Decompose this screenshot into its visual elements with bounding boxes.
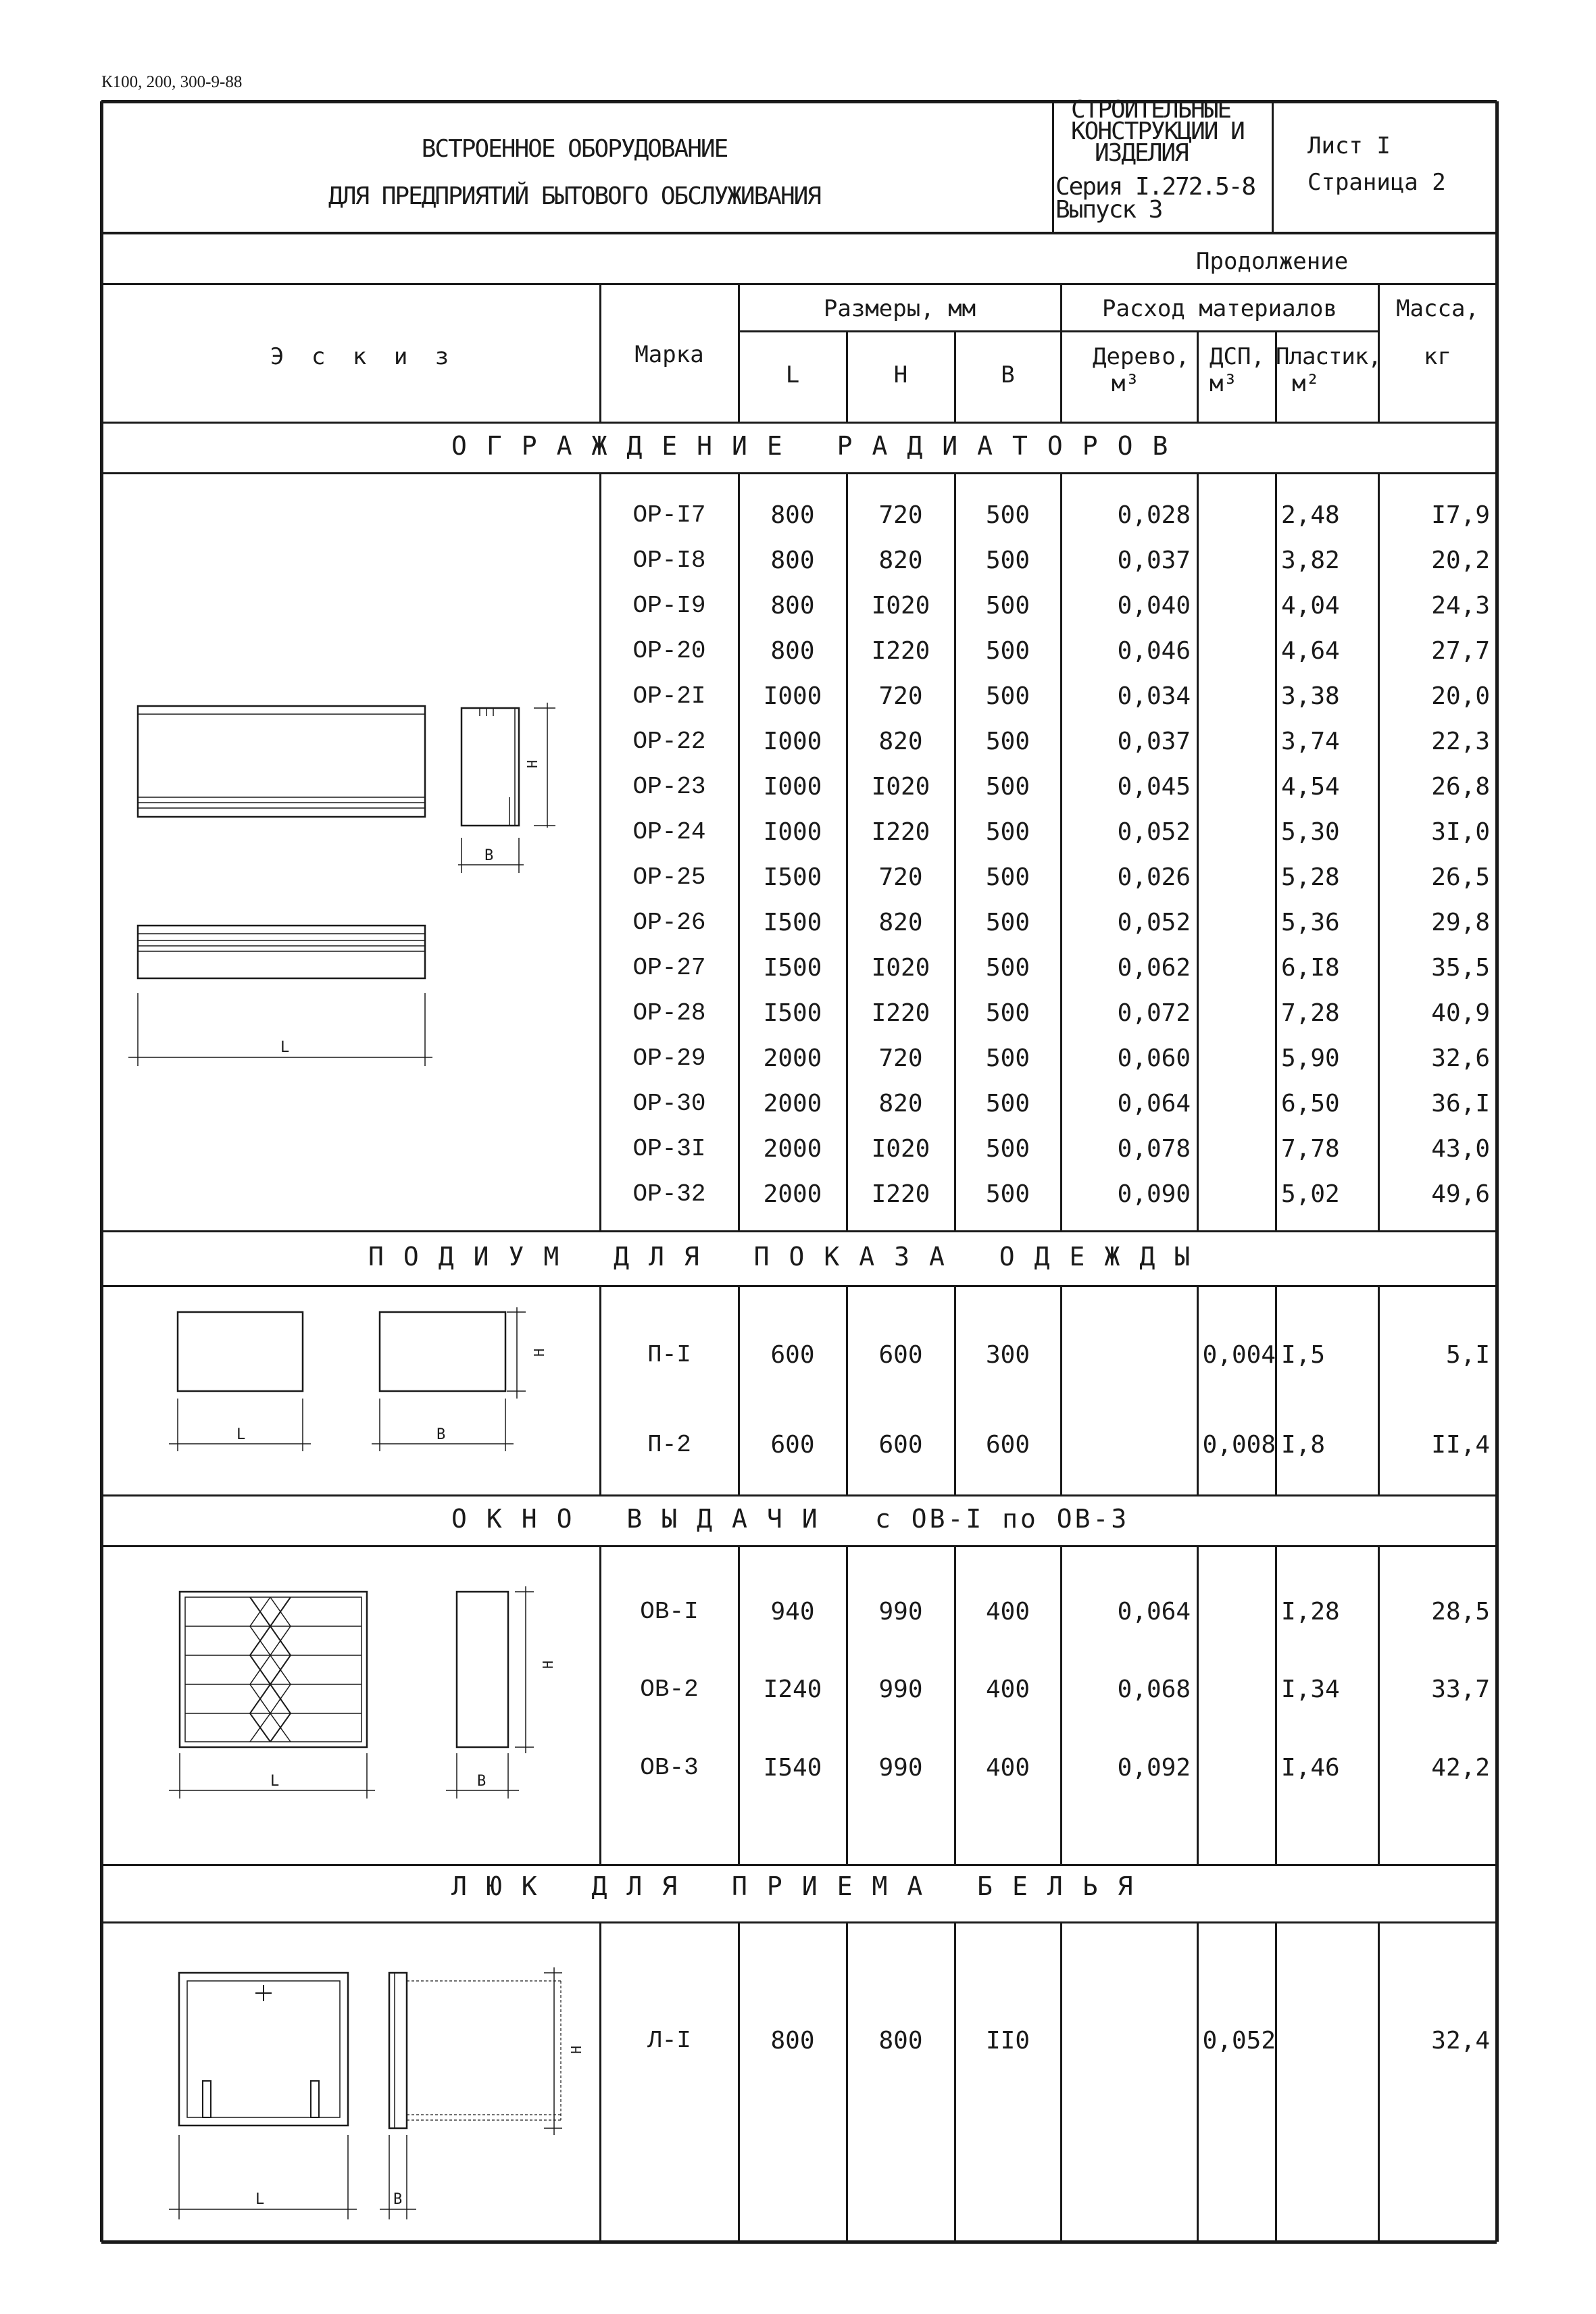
cell-B: 600 <box>985 1431 1030 1459</box>
header-sizes: Размеры, мм <box>823 295 976 322</box>
cell-B: II0 <box>985 2027 1030 2055</box>
cell-mark: ОР-28 <box>632 999 706 1027</box>
section-title-hatch: ЛЮК ДЛЯ ПРИЕМА БЕЛЬЯ <box>451 1871 1153 1901</box>
cell-mass: 20,2 <box>1431 547 1490 574</box>
cell-L: I000 <box>763 818 822 846</box>
cell-B: 500 <box>985 501 1030 529</box>
body-col-rule <box>1197 473 1199 1231</box>
cell-plastic: I,34 <box>1281 1676 1340 1703</box>
cell-mass: 5,I <box>1445 1341 1490 1369</box>
cell-L: 800 <box>770 2027 815 2055</box>
cell-mark: ОР-3I <box>632 1135 706 1163</box>
frame-bottom <box>101 2240 1497 2244</box>
page-number: Страница 2 <box>1307 169 1446 196</box>
section-title-window-range: с ОВ-I по ОВ-3 <box>875 1504 1130 1534</box>
cell-B: 500 <box>985 637 1030 665</box>
cell-H: 600 <box>878 1341 923 1369</box>
section-rule-1 <box>101 1230 1497 1232</box>
hatch-handle-right <box>311 2081 319 2117</box>
stamp-line-3: ИЗДЕЛИЯ <box>1095 139 1188 167</box>
body-col-rule <box>1275 473 1277 1231</box>
cell-wood: 0,040 <box>1117 592 1191 620</box>
cell-plastic: 5,90 <box>1281 1045 1340 1072</box>
cell-plastic: 5,30 <box>1281 818 1340 846</box>
cell-wood: 0,072 <box>1117 999 1191 1027</box>
cell-mass: 20,0 <box>1431 682 1490 710</box>
cell-mass: 27,7 <box>1431 637 1490 665</box>
cell-H: 600 <box>878 1431 923 1459</box>
cell-L: 600 <box>770 1431 815 1459</box>
cell-mark: ОР-23 <box>632 773 706 801</box>
cell-mark: ОР-2I <box>632 682 706 710</box>
body-col-rule <box>1275 1286 1277 1495</box>
cell-plastic: I,5 <box>1281 1341 1326 1369</box>
body-col-rule <box>738 1546 740 1865</box>
header-H: H <box>893 361 908 388</box>
cell-L: 2000 <box>763 1135 822 1163</box>
podium-front-view <box>178 1312 303 1391</box>
cell-plastic: 3,82 <box>1281 547 1340 574</box>
body-col-rule <box>846 1546 848 1865</box>
frame-top <box>101 100 1497 103</box>
cell-mass: 40,9 <box>1431 999 1490 1027</box>
cell-B: 500 <box>985 773 1030 801</box>
cell-B: 500 <box>985 592 1030 620</box>
cell-mark: ОР-22 <box>632 728 706 755</box>
cell-mass: II,4 <box>1431 1431 1490 1459</box>
cell-H: 820 <box>878 1090 923 1117</box>
body-col-rule <box>1378 1922 1380 2242</box>
title-line-2: ДЛЯ ПРЕДПРИЯТИЙ БЫТОВОГО ОБСЛУЖИВАНИЯ <box>328 182 820 210</box>
body-col-rule <box>1378 1546 1380 1865</box>
cell-wood: 0,052 <box>1117 909 1191 936</box>
cell-plastic: 2,48 <box>1281 501 1340 529</box>
cell-B: 500 <box>985 954 1030 982</box>
cell-mark: ОР-24 <box>632 818 706 846</box>
cell-L: 2000 <box>763 1180 822 1208</box>
cell-plastic: 6,I8 <box>1281 954 1340 982</box>
cell-L: I000 <box>763 728 822 755</box>
radiator-dim-B: B <box>484 847 494 864</box>
cell-dsp: 0,004 <box>1202 1341 1276 1369</box>
body-col-rule <box>1275 1546 1277 1865</box>
cell-mark: ОР-25 <box>632 863 706 891</box>
section-rule-5 <box>101 1864 1497 1866</box>
body-col-rule <box>1378 1286 1380 1495</box>
cell-L: I500 <box>763 909 822 936</box>
cell-dsp: 0,008 <box>1202 1431 1276 1459</box>
cell-B: 500 <box>985 682 1030 710</box>
cell-mark: П-2 <box>647 1431 691 1459</box>
cell-L: 800 <box>770 592 815 620</box>
cell-dsp: 0,052 <box>1202 2027 1276 2055</box>
window-dim-L: L <box>270 1773 280 1790</box>
body-col-rule <box>738 1286 740 1495</box>
cell-L: I240 <box>763 1676 822 1703</box>
cell-B: 500 <box>985 547 1030 574</box>
header-wood: Дерево, <box>1093 343 1190 370</box>
header-plastic-unit: м² <box>1292 370 1320 397</box>
stamp-series: Серия I.272.5-8 <box>1055 173 1255 201</box>
body-col-rule <box>954 1546 956 1865</box>
cell-mark: ОР-20 <box>632 637 706 665</box>
cell-mass: 33,7 <box>1431 1676 1490 1703</box>
stamp-line-1: СТРОИТЕЛЬНЫЕ <box>1071 96 1231 124</box>
cell-L: 800 <box>770 501 815 529</box>
cell-plastic: 3,38 <box>1281 682 1340 710</box>
header-materials: Расход материалов <box>1102 295 1337 322</box>
sketch-podium <box>101 1277 600 1493</box>
cell-B: 500 <box>985 999 1030 1027</box>
cell-H: 820 <box>878 547 923 574</box>
cell-mass: 26,8 <box>1431 773 1490 801</box>
cell-plastic: I,46 <box>1281 1754 1340 1782</box>
cell-mass: 28,5 <box>1431 1598 1490 1626</box>
cell-wood: 0,037 <box>1117 728 1191 755</box>
cell-L: I500 <box>763 954 822 982</box>
cell-B: 500 <box>985 1045 1030 1072</box>
cell-H: I220 <box>871 999 930 1027</box>
cell-B: 500 <box>985 728 1030 755</box>
cell-wood: 0,064 <box>1117 1090 1191 1117</box>
section-title-podium: ПОДИУМ ДЛЯ ПОКАЗА ОДЕЖДЫ <box>368 1242 1210 1272</box>
cell-wood: 0,092 <box>1117 1754 1191 1782</box>
cell-L: I540 <box>763 1754 822 1782</box>
cell-wood: 0,026 <box>1117 863 1191 891</box>
cell-mass: 35,5 <box>1431 954 1490 982</box>
body-col-rule <box>1060 1546 1062 1865</box>
cell-L: 600 <box>770 1341 815 1369</box>
podium-dim-L: L <box>236 1426 246 1443</box>
cell-H: I220 <box>871 1180 930 1208</box>
cell-plastic: 3,74 <box>1281 728 1340 755</box>
cell-H: I220 <box>871 637 930 665</box>
cell-mark: ОР-29 <box>632 1045 706 1072</box>
header-mass-unit: кг <box>1424 343 1451 370</box>
cell-mark: ОР-32 <box>632 1180 706 1208</box>
cell-mass: 32,4 <box>1431 2027 1490 2055</box>
cell-wood: 0,078 <box>1117 1135 1191 1163</box>
body-col-rule <box>954 1922 956 2242</box>
body-col-rule <box>846 1922 848 2242</box>
cell-plastic: 5,28 <box>1281 863 1340 891</box>
podium-side-view <box>380 1312 505 1391</box>
section-title-radiator: ОГРАЖДЕНИЕ РАДИАТОРОВ <box>451 431 1188 461</box>
cell-B: 500 <box>985 1090 1030 1117</box>
window-dim-H: H <box>540 1660 556 1669</box>
sketch-window <box>101 1534 600 1844</box>
cell-mark: ОР-I7 <box>632 501 706 529</box>
cell-plastic: 4,04 <box>1281 592 1340 620</box>
cell-H: 720 <box>878 1045 923 1072</box>
cell-plastic: 5,36 <box>1281 909 1340 936</box>
title-line-1: ВСТРОЕННОЕ ОБОРУДОВАНИЕ <box>421 135 728 163</box>
cell-plastic: 5,02 <box>1281 1180 1340 1208</box>
cell-H: 990 <box>878 1598 923 1626</box>
body-col-rule <box>954 1286 956 1495</box>
title-block-bottom <box>101 232 1497 234</box>
cell-L: 940 <box>770 1598 815 1626</box>
hatch-side-view <box>389 1973 407 2128</box>
header-bottom <box>101 422 1497 424</box>
header-subdivider <box>739 330 1378 332</box>
hatch-dim-H: H <box>568 2045 584 2054</box>
cell-H: 800 <box>878 2027 923 2055</box>
cell-H: 720 <box>878 501 923 529</box>
cell-B: 400 <box>985 1754 1030 1782</box>
cell-B: 500 <box>985 1135 1030 1163</box>
cell-plastic: I,28 <box>1281 1598 1340 1626</box>
cell-mark: ОР-27 <box>632 954 706 982</box>
window-dim-B: B <box>477 1773 487 1790</box>
cell-mass: 24,3 <box>1431 592 1490 620</box>
cell-H: 990 <box>878 1676 923 1703</box>
title-block-divider-1 <box>1052 101 1054 233</box>
cell-L: I000 <box>763 682 822 710</box>
cell-mark: Л-I <box>647 2027 691 2055</box>
body-col-rule <box>846 1286 848 1495</box>
section-rule-3 <box>101 1494 1497 1496</box>
radiator-front-view <box>138 706 425 817</box>
cell-H: I020 <box>871 1135 930 1163</box>
cell-mass: 43,0 <box>1431 1135 1490 1163</box>
sketch-radiator-guard <box>101 473 600 1223</box>
radiator-dim-H: H <box>524 759 541 768</box>
cell-plastic: 4,64 <box>1281 637 1340 665</box>
cell-L: 2000 <box>763 1090 822 1117</box>
cell-H: I020 <box>871 592 930 620</box>
cell-plastic: 4,54 <box>1281 773 1340 801</box>
cell-H: 820 <box>878 909 923 936</box>
header-top <box>101 283 1497 285</box>
cell-mark: ОР-26 <box>632 909 706 936</box>
cell-mass: 29,8 <box>1431 909 1490 936</box>
window-front-view <box>180 1592 367 1747</box>
cell-wood: 0,028 <box>1117 501 1191 529</box>
header-B: B <box>1001 361 1015 388</box>
radiator-dim-L: L <box>280 1039 290 1056</box>
cell-mark: ОР-I9 <box>632 592 706 620</box>
cell-wood: 0,068 <box>1117 1676 1191 1703</box>
cell-L: I500 <box>763 999 822 1027</box>
podium-dim-B: B <box>437 1426 446 1443</box>
header-plastic: Пластик, <box>1276 343 1381 370</box>
cell-H: 820 <box>878 728 923 755</box>
cell-wood: 0,060 <box>1117 1045 1191 1072</box>
cell-plastic: 7,28 <box>1281 999 1340 1027</box>
cell-mark: ОВ-I <box>640 1598 699 1626</box>
header-dsp-unit: м³ <box>1210 370 1237 397</box>
cell-mass: 32,6 <box>1431 1045 1490 1072</box>
header-sketch: Э с к и з <box>270 343 456 370</box>
cell-B: 500 <box>985 1180 1030 1208</box>
cell-mass: 36,I <box>1431 1090 1490 1117</box>
cell-L: I000 <box>763 773 822 801</box>
window-lattice <box>250 1597 291 1742</box>
header-subcol-rule <box>1197 331 1199 422</box>
cell-wood: 0,034 <box>1117 682 1191 710</box>
cell-B: 500 <box>985 818 1030 846</box>
sheet-number: Лист I <box>1307 132 1391 159</box>
header-mass: Масса, <box>1396 295 1479 322</box>
sketch-hatch <box>101 1912 600 2230</box>
cell-plastic: I,8 <box>1281 1431 1326 1459</box>
cell-plastic: 7,78 <box>1281 1135 1340 1163</box>
cell-mass: 22,3 <box>1431 728 1490 755</box>
cell-mark: ОВ-2 <box>640 1676 699 1703</box>
podium-dim-H: H <box>531 1348 547 1357</box>
header-mark: Марка <box>634 341 704 368</box>
cell-mass: 42,2 <box>1431 1754 1490 1782</box>
window-side-view <box>457 1592 508 1747</box>
cell-H: 720 <box>878 682 923 710</box>
cell-H: I020 <box>871 954 930 982</box>
cell-L: 2000 <box>763 1045 822 1072</box>
stamp-line-2: КОНСТРУКЦИИ И <box>1071 118 1244 145</box>
header-wood-unit: м³ <box>1112 370 1139 397</box>
header-L: L <box>785 361 800 388</box>
title-block-divider-2 <box>1272 101 1274 233</box>
cell-H: I020 <box>871 773 930 801</box>
body-col-rule <box>1197 1286 1199 1495</box>
body-col-rule <box>1275 1922 1277 2242</box>
body-col-rule <box>738 1922 740 2242</box>
radiator-side-view <box>462 708 519 826</box>
cell-B: 500 <box>985 863 1030 891</box>
cell-L: 800 <box>770 547 815 574</box>
body-col-rule <box>1197 1922 1199 2242</box>
document-code: К100, 200, 300-9-88 <box>101 73 243 91</box>
cell-H: 720 <box>878 863 923 891</box>
cell-mark: ОР-I8 <box>632 547 706 574</box>
hatch-dim-B: B <box>393 2191 403 2208</box>
cell-mass: 26,5 <box>1431 863 1490 891</box>
cell-wood: 0,046 <box>1117 637 1191 665</box>
body-col-rule <box>1197 1546 1199 1865</box>
body-col-rule <box>1060 1922 1062 2242</box>
cell-wood: 0,090 <box>1117 1180 1191 1208</box>
cell-wood: 0,037 <box>1117 547 1191 574</box>
body-col-rule <box>1060 1286 1062 1495</box>
stamp-issue: Выпуск 3 <box>1055 196 1162 224</box>
cell-B: 500 <box>985 909 1030 936</box>
cell-H: 990 <box>878 1754 923 1782</box>
header-dsp: ДСП, <box>1210 343 1265 370</box>
cell-mass: 3I,0 <box>1431 818 1490 846</box>
cell-wood: 0,052 <box>1117 818 1191 846</box>
cell-wood: 0,045 <box>1117 773 1191 801</box>
section-title-window: ОКНО ВЫДАЧИ <box>451 1504 837 1534</box>
cell-mark: ОВ-3 <box>640 1754 699 1782</box>
cell-mass: I7,9 <box>1431 501 1490 529</box>
cell-B: 400 <box>985 1676 1030 1703</box>
cell-mark: П-I <box>647 1341 691 1369</box>
cell-wood: 0,064 <box>1117 1598 1191 1626</box>
cell-mass: 49,6 <box>1431 1180 1490 1208</box>
cell-L: 800 <box>770 637 815 665</box>
cell-mark: ОР-30 <box>632 1090 706 1117</box>
cell-L: I500 <box>763 863 822 891</box>
hatch-dim-L: L <box>255 2191 265 2208</box>
cell-wood: 0,062 <box>1117 954 1191 982</box>
cell-B: 400 <box>985 1598 1030 1626</box>
continuation-label: Продолжение <box>1196 248 1349 275</box>
cell-H: I220 <box>871 818 930 846</box>
cell-B: 300 <box>985 1341 1030 1369</box>
hatch-handle-left <box>203 2081 211 2117</box>
cell-plastic: 6,50 <box>1281 1090 1340 1117</box>
